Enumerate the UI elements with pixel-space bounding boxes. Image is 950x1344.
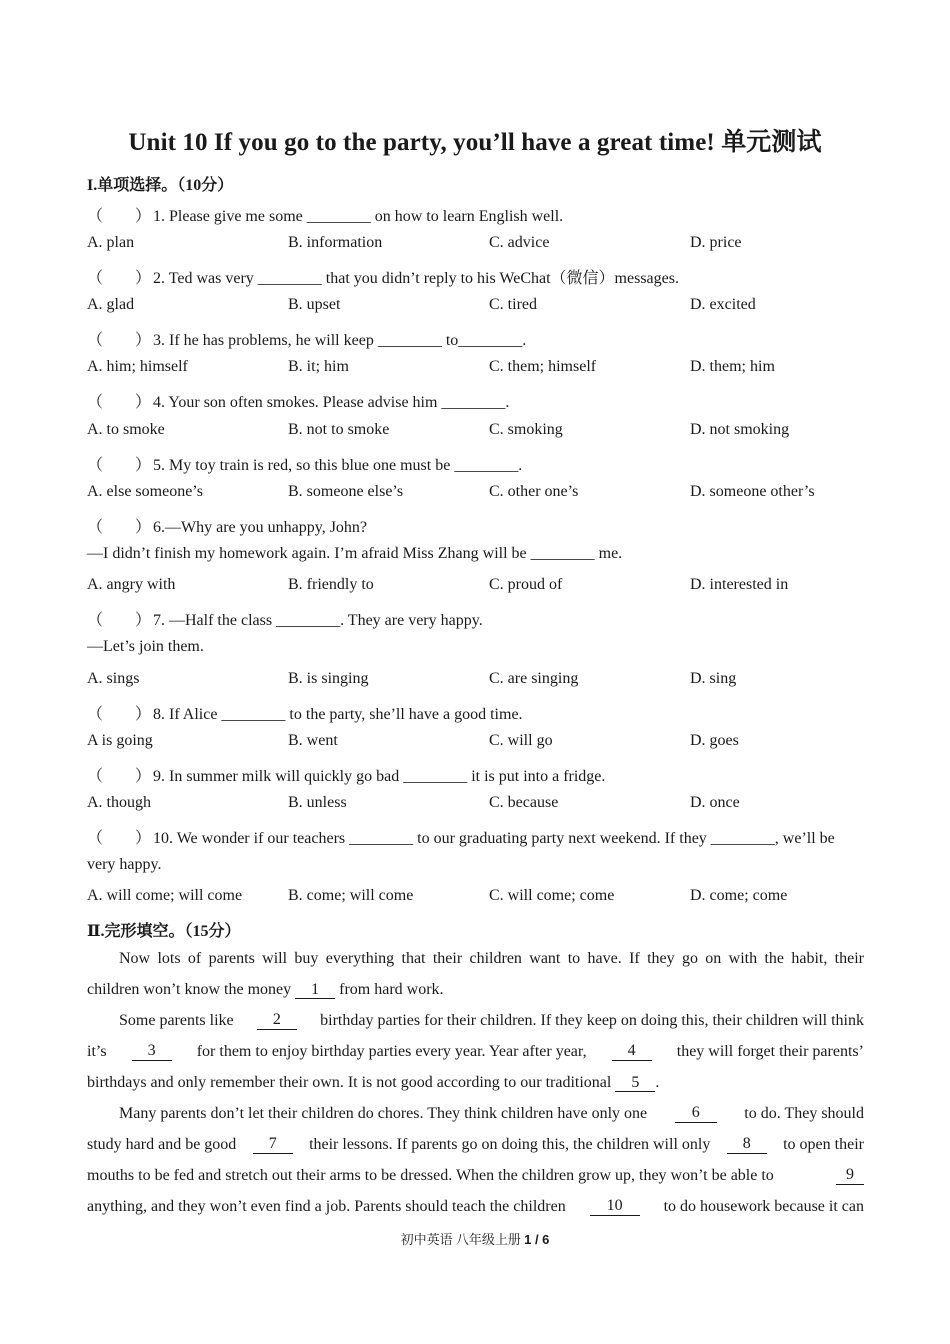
option-c: C. advice [489, 234, 550, 251]
text: anything, and they won’t even find a job. Parents should teach the children [87, 1198, 566, 1215]
option-d: D. interested in [690, 576, 789, 593]
text: study hard and be good [87, 1136, 237, 1153]
page-title: Unit 10 If you go to the party, you’ll have a great time! 单元测试 [128, 129, 822, 156]
option-b: B. unless [288, 794, 347, 811]
question-stem: 4. Your son often smokes. Please advise him ________. [153, 394, 510, 411]
question-6 [87, 514, 367, 537]
cloze-blank-2[interactable]: 2 [257, 1012, 297, 1030]
section-heading-cloze: Ⅱ.完形填空。（15分） [87, 923, 241, 940]
question-6-response: —I didn’t finish my homework again. I’m afraid Miss Zhang will be ________ me. [87, 545, 623, 562]
question-8 [87, 701, 523, 724]
cloze-paragraph-2-line-3 [87, 1074, 864, 1092]
question-stem: 5. My toy train is red, so this blue one must be ________. [153, 457, 523, 474]
page-footer [0, 1229, 950, 1248]
question-stem: 1. Please give me some ________ on how to learn English well. [153, 208, 564, 225]
text: their lessons. If parents go on doing this, the children will only [309, 1136, 711, 1153]
option-c: C. smoking [489, 421, 563, 438]
cloze-paragraph-3-line-3 [87, 1167, 864, 1185]
option-d: D. goes [690, 732, 739, 749]
text: . [655, 1074, 660, 1091]
text: for them to enjoy birthday parties every year. Year after year, [196, 1043, 587, 1060]
answer-paren[interactable]: （ ） [87, 457, 152, 474]
cloze-blank-7[interactable]: 7 [253, 1136, 293, 1154]
question-2 [87, 265, 679, 288]
text: Some parents like [119, 1012, 234, 1029]
answer-paren[interactable]: （ ） [87, 270, 152, 287]
answer-paren[interactable]: （ ） [87, 768, 152, 785]
option-d: D. someone other’s [690, 483, 815, 500]
cloze-paragraph-3-line-4 [87, 1198, 864, 1216]
question-stem: 3. If he has problems, he will keep ________ to________. [153, 332, 527, 349]
option-c: C. other one’s [489, 483, 579, 500]
text: they will forget their parents’ [676, 1043, 864, 1060]
cloze-blank-4[interactable]: 4 [612, 1043, 652, 1061]
question-7 [87, 607, 483, 630]
option-b: B. went [288, 732, 338, 749]
cloze-paragraph-1-line-2 [87, 981, 864, 999]
question-stem: 8. If Alice ________ to the party, she’ll have a good time. [153, 706, 523, 723]
option-b: B. is singing [288, 670, 369, 687]
question-stem: 6.—Why are you unhappy, John? [153, 519, 368, 536]
cloze-paragraph-3-line-2 [87, 1136, 864, 1154]
option-d: D. them; him [690, 358, 775, 375]
option-d: D. come; come [690, 887, 788, 904]
option-a: A. to smoke [87, 421, 165, 438]
text: birthday parties for their children. If they keep on doing this, their children will think [320, 1012, 864, 1029]
option-d: D. once [690, 794, 740, 811]
text: it’s [87, 1043, 107, 1060]
question-4 [87, 389, 509, 412]
question-10-continuation: very happy. [87, 856, 162, 873]
text: mouths to be fed and stretch out their arms to be dressed. When the children grow up, they won’t be able to [87, 1167, 774, 1184]
option-a: A. him; himself [87, 358, 188, 375]
answer-paren[interactable]: （ ） [87, 830, 152, 847]
answer-paren[interactable]: （ ） [87, 208, 152, 225]
option-c: C. tired [489, 296, 537, 313]
question-stem: 2. Ted was very ________ that you didn’t reply to his WeChat（微信）messages. [153, 270, 679, 287]
page-number: 1 / 6 [524, 1232, 550, 1247]
cloze-paragraph-2-line-1 [87, 1012, 864, 1030]
text: to do housework because it can [663, 1198, 864, 1215]
cloze-paragraph-2-line-2 [87, 1043, 864, 1061]
answer-paren[interactable]: （ ） [87, 332, 152, 349]
option-a: A is going [87, 732, 153, 749]
option-c: C. will go [489, 732, 553, 749]
question-5 [87, 452, 522, 475]
text: from hard work. [339, 981, 444, 998]
option-d: D. excited [690, 296, 756, 313]
option-b: B. friendly to [288, 576, 374, 593]
text: birthdays and only remember their own. It is not good according to our traditional [87, 1074, 612, 1091]
answer-paren[interactable]: （ ） [87, 612, 152, 629]
question-stem: 9. In summer milk will quickly go bad ________ it is put into a fridge. [153, 768, 606, 785]
cloze-blank-5[interactable]: 5 [615, 1075, 655, 1092]
question-9 [87, 763, 605, 786]
cloze-blank-9[interactable]: 9 [836, 1167, 864, 1185]
option-a: A. will come; will come [87, 887, 243, 904]
option-a: A. glad [87, 296, 135, 313]
option-b: B. upset [288, 296, 341, 313]
option-b: B. not to smoke [288, 421, 390, 438]
question-10 [87, 825, 835, 848]
cloze-paragraph-3-line-1 [87, 1105, 864, 1123]
option-d: D. price [690, 234, 742, 251]
option-a: A. angry with [87, 576, 176, 593]
answer-paren[interactable]: （ ） [87, 519, 152, 536]
text: to open their [783, 1136, 864, 1153]
option-c: C. will come; come [489, 887, 615, 904]
cloze-blank-3[interactable]: 3 [132, 1043, 172, 1061]
question-stem: 10. We wonder if our teachers ________ to our graduating party next weekend. If they ________, we’ll be [153, 830, 835, 847]
answer-paren[interactable]: （ ） [87, 394, 152, 411]
option-b: B. come; will come [288, 887, 414, 904]
cloze-blank-10[interactable]: 10 [590, 1198, 640, 1216]
question-3 [87, 327, 526, 350]
footer-text: 初中英语 八年级上册 [400, 1232, 521, 1247]
text: to do. They should [744, 1105, 864, 1122]
answer-paren[interactable]: （ ） [87, 706, 152, 723]
option-b: B. it; him [288, 358, 349, 375]
option-a: A. else someone’s [87, 483, 203, 500]
cloze-blank-8[interactable]: 8 [727, 1136, 767, 1154]
cloze-blank-6[interactable]: 6 [675, 1105, 717, 1123]
text: Many parents don’t let their children do chores. They think children have only one [119, 1105, 648, 1122]
question-1 [87, 203, 563, 226]
option-a: A. though [87, 794, 151, 811]
cloze-paragraph-1-line-1: Now lots of parents will buy everything that their children want to have. If they go on with the habit, their [119, 950, 864, 967]
option-d: D. not smoking [690, 421, 790, 438]
question-stem: 7. —Half the class ________. They are very happy. [153, 612, 483, 629]
cloze-blank-1[interactable]: 1 [295, 982, 335, 999]
option-c: C. are singing [489, 670, 579, 687]
option-b: B. someone else’s [288, 483, 404, 500]
text: children won’t know the money [87, 981, 292, 998]
option-c: C. because [489, 794, 559, 811]
question-7-response: —Let’s join them. [87, 638, 204, 655]
option-c: C. them; himself [489, 358, 597, 375]
option-a: A. sings [87, 670, 140, 687]
option-c: C. proud of [489, 576, 563, 593]
section-heading-multiple-choice: I.单项选择。（10分） [87, 177, 234, 194]
option-d: D. sing [690, 670, 737, 687]
option-a: A. plan [87, 234, 135, 251]
option-b: B. information [288, 234, 383, 251]
